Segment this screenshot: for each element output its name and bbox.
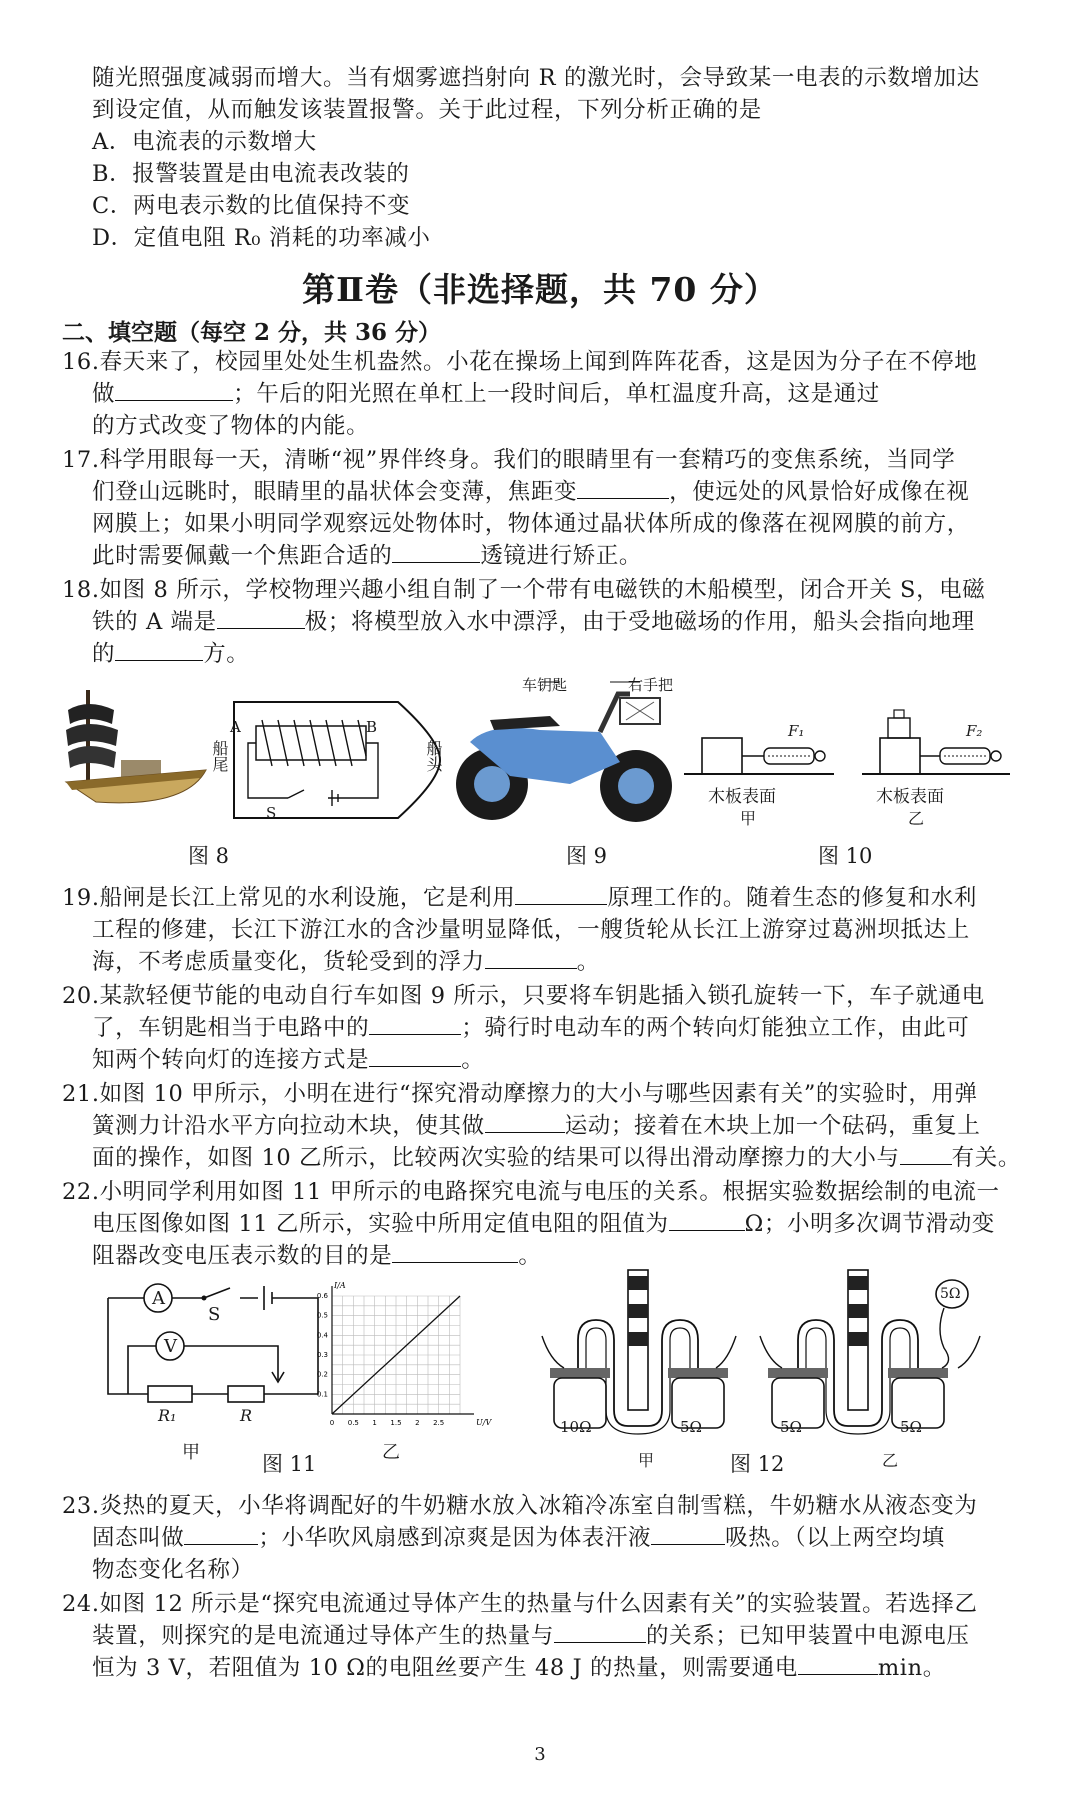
answer-blank[interactable] xyxy=(369,1012,461,1035)
q24-line-3 xyxy=(92,1652,946,1684)
part2-title: 第Ⅱ卷（非选择题，共 70 分） xyxy=(302,270,778,309)
fig8-caption: 图 8 xyxy=(188,844,230,868)
q21-line-2 xyxy=(92,1110,981,1142)
q17-text: 此时需要佩戴一个焦距合适的 xyxy=(92,543,393,569)
fig12-r-left-jia: 10Ω xyxy=(560,1418,592,1436)
q20-line-2 xyxy=(92,1012,969,1044)
q18-text: 极；将模型放入水中漂浮，由于受地磁场的作用，船头会指向地理 xyxy=(304,609,975,635)
answer-blank[interactable] xyxy=(669,1208,745,1231)
q21-text: 运动；接着在木块上加一个砝码，重复上 xyxy=(564,1113,981,1139)
q24-text: 的关系；已知甲装置中电源电压 xyxy=(646,1623,970,1649)
fig8-label-b: B xyxy=(366,718,378,736)
q18-text: 的 xyxy=(92,641,116,667)
q16-text: ；午后的阳光照在单杠上一段时间后，单杠温度升高，这是通过 xyxy=(233,381,880,407)
q17-text: 透镜进行矫正。 xyxy=(480,543,643,569)
q23-line-3: 物态变化名称） xyxy=(92,1557,254,1583)
answer-blank[interactable] xyxy=(577,476,669,499)
q20-line-1: 20.某款轻便节能的电动自行车如图 9 所示，只要将车钥匙插入锁孔旋转一下，车子就通电 xyxy=(62,983,985,1009)
q16-line-3: 的方式改变了物体的内能。 xyxy=(92,413,370,439)
x-tick-label: 0.5 xyxy=(347,1419,359,1427)
q19-text: 原理工作的。随着生态的修复和水利 xyxy=(607,885,977,911)
fig12-caption: 图 12 xyxy=(730,1452,785,1476)
fig11-sub-1: 甲 xyxy=(182,1442,200,1463)
q19-text: 。 xyxy=(576,949,600,975)
fig10-surface-1: 木板表面 xyxy=(708,787,776,807)
figure-9-ebike xyxy=(450,672,680,832)
x-tick-label: 2.5 xyxy=(433,1419,445,1427)
q20-text: 。 xyxy=(461,1047,485,1073)
answer-blank[interactable] xyxy=(392,1240,518,1263)
fig8-label-a: A xyxy=(230,718,241,736)
q22-line-1: 22.小明同学利用如图 11 甲所示的电路探究电流与电压的关系。根据实验数据绘制的电流一 xyxy=(62,1179,1000,1205)
fig11-voltmeter: V xyxy=(164,1336,177,1357)
fig8-label-bow: 船头 xyxy=(424,740,443,772)
q24-line-2 xyxy=(92,1620,969,1652)
fig8-label-s: S xyxy=(266,804,277,822)
answer-blank[interactable] xyxy=(369,1044,461,1067)
q19-line-1 xyxy=(62,882,977,914)
q19-line-2: 工程的修建，长江下游江水的含沙量明显降低，一艘货轮从长江上游穿过葛洲坝抵达上 xyxy=(92,917,970,943)
answer-blank[interactable] xyxy=(184,1522,258,1545)
figure-8-circuit xyxy=(228,700,448,820)
answer-blank[interactable] xyxy=(515,882,607,905)
y-axis-label: I/A xyxy=(334,1281,346,1290)
q21-line-1: 21.如图 10 甲所示，小明在进行“探究滑动摩擦力的大小与哪些因素有关”的实验时，用弹 xyxy=(62,1081,978,1107)
section-heading: 二、填空题（每空 2 分，共 36 分） xyxy=(62,319,442,346)
q22-text: 电压图像如图 11 乙所示，实验中所用定值电阻的阻值为 xyxy=(92,1211,669,1237)
q17-text: 们登山远眺时，眼睛里的晶状体会变薄，焦距变 xyxy=(92,479,578,505)
y-tick-label: 0.3 xyxy=(316,1351,328,1359)
answer-blank[interactable] xyxy=(485,1110,565,1133)
q20-text: 了，车钥匙相当于电路中的 xyxy=(92,1015,370,1041)
figure-11-iu-chart xyxy=(310,1281,492,1434)
fig8-label-stern: 船尾 xyxy=(210,740,229,772)
q24-text: 恒为 3 V，若阻值为 10 Ω的电阻丝要产生 48 J 的热量，则需要通电 xyxy=(92,1655,798,1681)
fig10-f2: F₂ xyxy=(966,722,983,740)
q22-line-3 xyxy=(92,1240,541,1272)
answer-blank[interactable] xyxy=(392,540,480,563)
q17-line-3: 网膜上；如果小明同学观察远处物体时，物体通过晶状体所成的像落在视网膜的前方， xyxy=(92,511,970,537)
page-number: 3 xyxy=(534,1744,546,1765)
figure-10-friction xyxy=(684,700,1014,790)
q16-line-2 xyxy=(92,378,880,410)
fig10-sub-1: 甲 xyxy=(740,809,757,828)
fig10-caption: 图 10 xyxy=(818,844,873,868)
fig12-r-left-yi: 5Ω xyxy=(780,1418,802,1436)
q22-line-2 xyxy=(92,1208,995,1240)
q22-text: 阻器改变电压表示数的目的是 xyxy=(92,1243,393,1269)
x-axis-label: U/V xyxy=(476,1418,492,1427)
fig12-r-right-jia: 5Ω xyxy=(680,1418,702,1436)
q24-text: 装置，则探究的是电流通过导体产生的热量与 xyxy=(92,1623,555,1649)
intro-line-1: 随光照强度减弱而增大。当有烟雾遮挡射向 R 的激光时，会导致某一电表的示数增加达 xyxy=(92,65,980,91)
fig12-r-top-yi: 5Ω xyxy=(940,1286,961,1302)
answer-blank[interactable] xyxy=(115,638,203,661)
q23-line-1: 23.炎热的夏天，小华将调配好的牛奶糖水放入冰箱冷冻室自制雪糕，牛奶糖水从液态变为 xyxy=(62,1493,978,1519)
figure-11-circuit xyxy=(104,1282,328,1412)
figure-8-boat-photo xyxy=(66,690,216,810)
x-tick-label: 2 xyxy=(415,1419,420,1427)
answer-blank[interactable] xyxy=(554,1620,646,1643)
q18-text: 铁的 A 端是 xyxy=(92,609,217,635)
fig9-label-handle: 右手把 xyxy=(628,676,674,694)
option-c: C．两电表示数的比值保持不变 xyxy=(92,193,411,219)
q20-text: 知两个转向灯的连接方式是 xyxy=(92,1047,370,1073)
y-tick-label: 0.5 xyxy=(316,1311,328,1320)
q23-text: 吸热。（以上两空均填 xyxy=(725,1525,945,1551)
q22-text: Ω；小明多次调节滑动变 xyxy=(744,1211,995,1237)
q17-line-1: 17.科学用眼每一天，清晰“视”界伴终身。我们的眼睛里有一套精巧的变焦系统，当同学 xyxy=(62,447,956,473)
q21-text: 面的操作，如图 10 乙所示，比较两次实验的结果可以得出滑动摩擦力的大小与 xyxy=(92,1145,900,1171)
q18-text: 方。 xyxy=(203,641,250,667)
q18-line-3 xyxy=(92,638,249,670)
y-tick-label: 0.4 xyxy=(316,1331,328,1340)
q17-text: ，使远处的风景恰好成像在视 xyxy=(669,479,970,505)
q17-line-4 xyxy=(92,540,642,572)
q18-line-2 xyxy=(92,606,975,638)
answer-blank[interactable] xyxy=(485,946,577,969)
q23-text: 固态叫做 xyxy=(92,1525,185,1551)
fig9-caption: 图 9 xyxy=(566,844,608,868)
q20-line-3 xyxy=(92,1044,484,1076)
q22-text: 。 xyxy=(518,1243,542,1269)
answer-blank[interactable] xyxy=(115,378,233,401)
option-b: B．报警装置是由电流表改装的 xyxy=(92,161,410,187)
y-tick-label: 0.2 xyxy=(316,1370,328,1379)
fig11-sub-2: 乙 xyxy=(382,1442,400,1463)
x-tick-label: 1.5 xyxy=(390,1419,402,1427)
q19-text: 19.船闸是长江上常见的水利设施，它是利用 xyxy=(62,885,516,911)
fig9-label-key: 车钥匙 xyxy=(522,676,568,694)
q19-text: 海，不考虑质量变化，货轮受到的浮力 xyxy=(92,949,485,975)
q24-text: min。 xyxy=(877,1655,946,1681)
answer-blank[interactable] xyxy=(798,1652,878,1675)
q23-text: ；小华吹风扇感到凉爽是因为体表汗液 xyxy=(258,1525,652,1551)
fig11-ammeter: A xyxy=(152,1288,165,1309)
fig11-r: R xyxy=(240,1406,253,1425)
x-tick-label: 1 xyxy=(372,1419,377,1427)
q21-text: 簧测力计沿水平方向拉动木块，使其做 xyxy=(92,1113,485,1139)
q20-text: ；骑行时电动车的两个转向灯能独立工作，由此可 xyxy=(461,1015,970,1041)
y-tick-label: 0.1 xyxy=(316,1390,328,1399)
q21-text: 有关。 xyxy=(951,1145,1021,1171)
fig10-sub-2: 乙 xyxy=(908,809,925,828)
fig12-r-right-yi: 5Ω xyxy=(900,1418,922,1436)
fig10-surface-2: 木板表面 xyxy=(876,787,944,807)
option-d: D．定值电阻 R₀ 消耗的功率减小 xyxy=(92,225,431,251)
answer-blank[interactable] xyxy=(217,606,305,629)
fig11-caption: 图 11 xyxy=(262,1452,317,1476)
q17-line-2 xyxy=(92,476,969,508)
fig12-sub-1: 甲 xyxy=(638,1451,655,1470)
q19-line-3 xyxy=(92,946,600,978)
fig11-switch: S xyxy=(208,1304,221,1325)
answer-blank[interactable] xyxy=(900,1142,952,1165)
answer-blank[interactable] xyxy=(651,1522,725,1545)
q21-line-3 xyxy=(92,1142,1021,1174)
fig12-sub-2: 乙 xyxy=(882,1451,899,1470)
option-a: A．电流表的示数增大 xyxy=(92,129,317,155)
y-tick-label: 0.6 xyxy=(316,1292,328,1300)
intro-line-2: 到设定值，从而触发该装置报警。关于此过程，下列分析正确的是 xyxy=(92,97,762,123)
q23-line-2 xyxy=(92,1522,945,1554)
q18-line-1: 18.如图 8 所示，学校物理兴趣小组自制了一个带有电磁铁的木船模型，闭合开关 S，电磁 xyxy=(62,577,986,603)
fig11-r1: R₁ xyxy=(158,1406,177,1425)
q24-line-1: 24.如图 12 所示是“探究电流通过导体产生的热量与什么因素有关”的实验装置。若选择乙 xyxy=(62,1591,978,1617)
fig10-f1: F₁ xyxy=(788,722,805,740)
x-tick-label: 0 xyxy=(329,1419,335,1427)
q16-line-1: 16.春天来了，校园里处处生机盎然。小花在操场上闻到阵阵花香，这是因为分子在不停地 xyxy=(62,349,978,375)
q16-text: 做 xyxy=(92,381,116,407)
